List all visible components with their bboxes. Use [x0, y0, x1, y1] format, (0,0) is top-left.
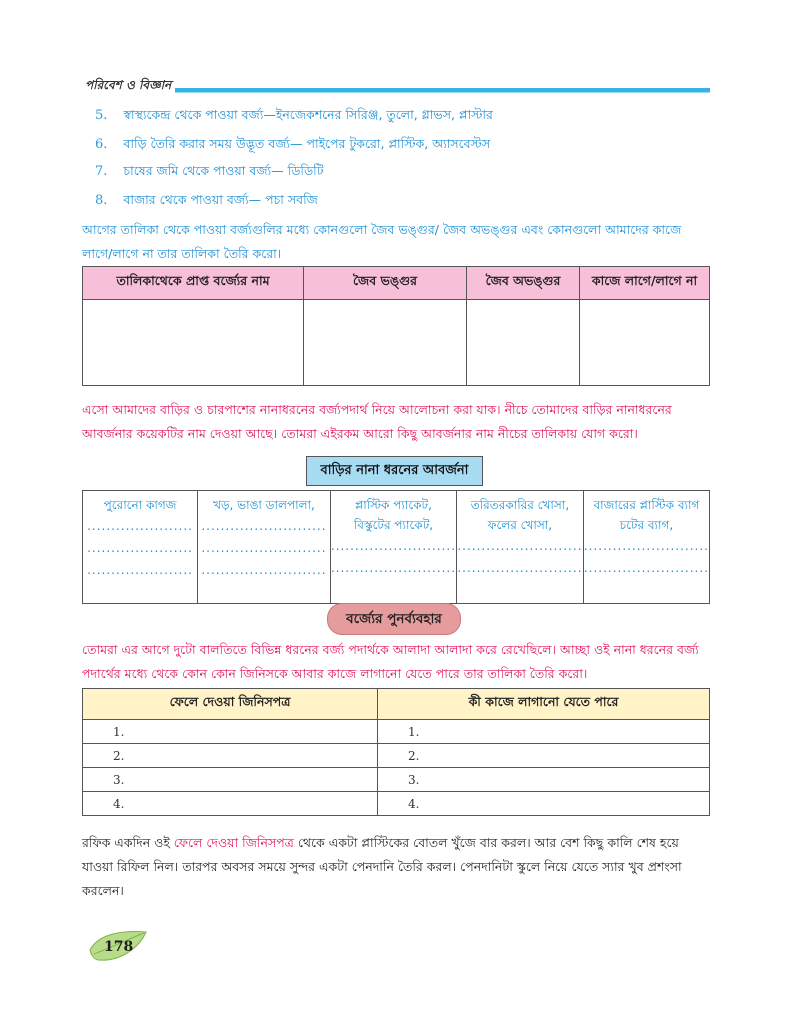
household-waste-table — [82, 490, 710, 604]
table-cell[interactable]: 3. — [378, 768, 710, 792]
table-header: জৈব অভঙ্গুর — [467, 267, 580, 300]
instruction-paragraph-3: তোমরা এর আগে দুটো বালতিতে বিভিন্ন ধরনের বর্জ্য পদার্থকে আলাদা আলাদা করে রেখেছিলে। আচ্ছা ওই নানা ধরনের বর্জ্য পদার্থের মধ্যে থেকে কোন কোন জিনিসকে আবার কাজে লাগানো যেতে পারে তার তালিকা তৈরি করো। — [82, 642, 699, 681]
list-item-text: বাজার থেকে পাওয়া বর্জ্য— পচা সবজি — [123, 192, 318, 207]
blank-line: ...................... — [87, 563, 193, 577]
story-paragraph: রফিক একদিন ওই ফেলে দেওয়া জিনিসপত্র থেকে একটা প্লাস্টিকের বোতল খুঁজে বার করল। আর বেশ কিছু কালি শেষ হয়ে যাওয়া রিফিল নিল। তারপর অবসর সময়ে সুন্দর একটা পেনদানি তৈরি করল। পেনদানিটা স্কুলে নিয়ে যেতে স্যার খুব প্রশংসা করলেন। — [82, 835, 682, 898]
table-header: ফেলে দেওয়া জিনিসপত্র — [83, 689, 378, 720]
table-cell[interactable]: 3. — [83, 768, 378, 792]
household-waste-label: বাড়ির নানা ধরনের আবর্জনা — [306, 456, 483, 486]
table-header: কাজে লাগে/লাগে না — [580, 267, 710, 300]
highlight-text: ফেলে দেওয়া জিনিসপত্র — [173, 835, 294, 850]
table-cell[interactable] — [83, 300, 304, 386]
section-heading-reuse: বর্জ্যের পুনর্ব্যবহার — [327, 603, 461, 635]
table-row — [83, 720, 710, 744]
list-item-text: বাড়ি তৈরি করার সময় উদ্ভূত বর্জ্য— পাইপের টুকরো, প্লাস্টিক, অ্যাসবেস্টস — [123, 136, 491, 151]
waste-cell[interactable]: তরিতরকারির খোসা, ফলের খোসা, .......................... .......................... — [457, 491, 584, 604]
list-item-text: চাষের জমি থেকে পাওয়া বর্জ্য— ডিডিটি — [123, 163, 324, 178]
header-rule — [175, 88, 710, 93]
table-header: জৈব ভঙ্গুর — [304, 267, 467, 300]
page-number: 178 — [104, 939, 134, 955]
table-cell[interactable] — [304, 300, 467, 386]
blank-line: .......................... — [457, 539, 583, 553]
blank-line: .......................... — [457, 561, 583, 575]
blank-line: .......................... — [583, 561, 709, 575]
list-item: 6. বাড়ি তৈরি করার সময় উদ্ভূত বর্জ্য— পাইপের টুকরো, প্লাস্টিক, অ্যাসবেস্টস — [95, 136, 491, 152]
table-cell[interactable]: 4. — [378, 792, 710, 816]
instruction-paragraph-1: আগের তালিকা থেকে পাওয়া বর্জ্যগুলির মধ্যে কোনগুলো জৈব ভঙ্গুর/ জৈব অভঙ্গুর এবং কোনগুলো আমাদের কাজে লাগে/লাগে না তার তালিকা তৈরি করো। — [82, 222, 682, 261]
table-row — [83, 768, 710, 792]
waste-cell[interactable]: বাজারের প্লাস্টিক ব্যাগ চটের ব্যাগ, .......................... .......................... — [583, 491, 709, 604]
list-item: 5. স্বাস্থ্যকেন্দ্র থেকে পাওয়া বর্জ্য—ইনজেকশনের সিরিঞ্জ, তুলো, গ্লাভস, প্লাস্টার — [95, 107, 493, 123]
list-item-text: স্বাস্থ্যকেন্দ্র থেকে পাওয়া বর্জ্য—ইনজেকশনের সিরিঞ্জ, তুলো, গ্লাভস, প্লাস্টার — [123, 107, 493, 122]
table-header: তালিকাথেকে প্রাপ্ত বর্জ্যের নাম — [83, 267, 304, 300]
table-cell[interactable]: 1. — [83, 720, 378, 744]
running-header-title: পরিবেশ ও বিজ্ঞান — [85, 78, 172, 92]
waste-cell[interactable]: খড়, ভাঙা ডালপালা, .......................... .......................... .......................... — [198, 491, 331, 604]
blank-line: .......................... — [583, 539, 709, 553]
blank-line: ...................... — [87, 541, 193, 555]
blank-line: .......................... — [201, 519, 327, 533]
table-row — [83, 744, 710, 768]
table-cell[interactable]: 2. — [83, 744, 378, 768]
blank-line: .......................... — [330, 539, 457, 553]
table-cell[interactable]: 4. — [83, 792, 378, 816]
list-item: 8. বাজার থেকে পাওয়া বর্জ্য— পচা সবজি — [95, 192, 318, 208]
table-header: কী কাজে লাগানো যেতে পারে — [378, 689, 710, 720]
waste-cell[interactable]: প্লাস্টিক প্যাকেট, বিস্কুটের প্যাকেট, .......................... .......................... — [330, 491, 456, 604]
reuse-table — [82, 688, 710, 816]
table-cell[interactable] — [580, 300, 710, 386]
instruction-paragraph-2: এসো আমাদের বাড়ির ও চারপাশের নানাধরনের বর্জ্যপদার্থ নিয়ে আলোচনা করা যাক। নীচে তোমাদের বাড়ির নানাধরনের আবর্জনার কয়েকটির নাম দেওয়া আছে। তোমরা এইরকম আরো কিছু আবর্জনার নাম নীচের তালিকায় যোগ করো। — [82, 402, 672, 441]
blank-line: .......................... — [201, 541, 327, 555]
blank-line: .......................... — [201, 563, 327, 577]
waste-classification-table — [82, 266, 710, 386]
blank-line: ...................... — [87, 519, 193, 533]
blank-line: .......................... — [330, 561, 457, 575]
list-item: 7. চাষের জমি থেকে পাওয়া বর্জ্য— ডিডিটি — [95, 163, 324, 179]
waste-cell[interactable]: পুরোনো কাগজ ...................... ...................... ...................... — [83, 491, 198, 604]
table-cell[interactable]: 1. — [378, 720, 710, 744]
table-row — [83, 792, 710, 816]
table-cell[interactable]: 2. — [378, 744, 710, 768]
table-cell[interactable] — [467, 300, 580, 386]
